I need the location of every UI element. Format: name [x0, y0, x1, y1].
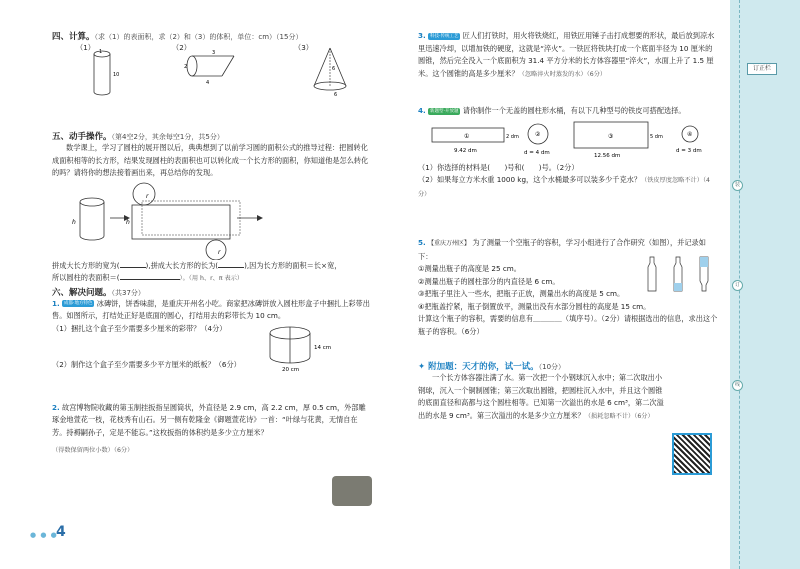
- question-1: 1. 成都·地方特色 冰磚饼，饼香味甜，是重庆开州名小吃。商家把冰磚饼放入圆柱形盒子中捆扎上彩带出售。如图所示，打结处正好是底面的圆心，打结用去的彩带长为 10 cm。: [52, 298, 370, 320]
- box-height-label: 14 cm: [314, 345, 332, 351]
- left-column: [52, 30, 370, 460]
- sheet-3-height: 5 dm: [650, 133, 663, 140]
- cut-diam-label: 2: [184, 64, 188, 70]
- cut-bottom-label: 4: [206, 80, 210, 86]
- bonus-text: 一个长方体容器注满了水。第一次把一个小钢球沉入水中；第二次取出小钢球，沉入一个铜制圆锥；第三次取出圆锥，把圆柱沉入水中，并且这个圆锥的底面直径和高都与这个圆柱相等。已知第一次溢出的水是 6 cm³，第二次溢出的水是 9 cm³。第三次溢出的水是多少立方厘米？（损耗忽略不计）（6分）: [418, 373, 664, 420]
- sheet-options-figure: [418, 120, 718, 160]
- cyl-radius-label: 1: [99, 49, 103, 55]
- q5-step-4: ④把瓶盖拧紧，瓶子倒置放平，测量出没有水部分圆柱的高度是 15 cm。: [418, 301, 651, 311]
- q5-step-2: ②测量出瓶子的圆柱部分的内直径是 6 cm。: [418, 276, 560, 286]
- q5-step-3: ③把瓶子里注入一些水，把瓶子正放，测量出水的高度是 5 cm。: [418, 289, 625, 298]
- cut-top-label: 3: [212, 50, 216, 56]
- section-four-heading: 四、计算。（求（1）的表面积，求（2）和（3）的体积，单位：cm）（15分）: [52, 32, 303, 42]
- q1-tag: 成都·地方特色: [64, 301, 93, 306]
- cyl-height-label: 10: [113, 72, 120, 78]
- bonus-star-icon: ✦: [418, 362, 426, 372]
- blank-surface-area[interactable]: [120, 279, 180, 280]
- correction-stamp: 订正栏: [747, 63, 777, 75]
- cylinder-unfold-figure: [52, 180, 372, 260]
- binding-hole-2: 订: [732, 280, 743, 291]
- q5-steps: [418, 263, 718, 288]
- cylinder-figure: [88, 48, 128, 100]
- sheet-2-diam: d = 4 dm: [524, 149, 550, 156]
- q4-tag: 新题型·开放题: [430, 108, 459, 114]
- section-five-paragraph: 数学课上，学习了圆柱的展开图以后，典典想到了以前学习圆的面积公式的推导过程：把圆转化成面积相等的长方形，结果发现圆柱的表面积也可以转化成一个长方形的面积，你知道他是怎么转化的吗？请将你的想法接着画出来，再总结你的发现。: [52, 143, 369, 177]
- bonus-heading: ✦ 附加题：天才的你，试一试。（10分）: [418, 362, 566, 372]
- sheet-1-width: 9.42 dm: [454, 147, 477, 154]
- question-4: 4. 新题型·开放题 请你制作一个无盖的圆柱形水桶，有以下几种型号的铁皮可搭配选择。: [418, 106, 686, 115]
- fill-line-2: 所以圆柱的表面积＝( ）。（用 h、r、π 表示）: [52, 273, 244, 282]
- q5-step-1: ①测量出瓶子的高度是 25 cm。: [418, 264, 521, 273]
- q5-tag: 【重庆万州区】: [428, 240, 471, 247]
- bottle-figure: [638, 255, 718, 295]
- sheet-1-label: ①: [464, 132, 470, 140]
- question-2: 2. 故宫博物院收藏的第玉制挂扳指呈圆筒状，外直径是 2.9 cm，高 2.2 cm，厚 0.5 cm，外部雕琢金地萱花一枝，花枝秀有山石。另一侧有乾隆金《御题萱花诗》一首：“叶绿与花黄，无情自在芳。持褥嗣孙子，定是不能忘。”这枚扳指的体积约是多少立方厘米？: [52, 402, 366, 437]
- cone-diam-label: 6: [334, 92, 338, 96]
- sheet-options: [418, 118, 718, 162]
- binding-hole-1: 装: [732, 180, 743, 191]
- qr-code-image[interactable]: [672, 433, 712, 475]
- bottom-r-label: r: [218, 248, 221, 256]
- sheet-4-diam: d = 3 dm: [676, 147, 702, 154]
- section-five-heading: 五、动手操作。（第4空2分，其余每空1分，共5分）: [52, 132, 224, 142]
- sheet-3-label: ③: [608, 132, 614, 140]
- jade-ring-image: [332, 476, 372, 506]
- question-2-note: （得数保留两位小数）（6分）: [52, 447, 134, 455]
- sheet-2-label: ②: [535, 130, 541, 138]
- section-six-heading: 六、解决问题。（共37分）: [52, 287, 145, 298]
- cut-cylinder-figure: [184, 48, 254, 88]
- question-3: 3. 科技·传统工艺 匠人们打铁时，用火将铁烧红，用铁匠用锤子击打成想要的形状，最后放到凉水里迅速冷却，以增加铁的硬度，这就是“淬火”。一铁匠将铁块打成一个底面半径为 10 厘米的圆锥，然后完全没入一个底面积为 31.4 平方分米的长方体容器里“淬火”，水面上升了 1.5 厘米。这个圆锥的高是多少厘米？（忽略淬火时蒸发的水）（6分）: [418, 31, 715, 78]
- footer-dots: ● ● ●: [30, 531, 58, 539]
- gift-box-figure: [260, 323, 340, 373]
- fill-line-1: 拼成大长方形的宽为( ),拼成大长方形的长为( ),因为长方形的面积＝长×宽，: [52, 260, 342, 270]
- unfold-diagram: [52, 180, 370, 260]
- page-number: 4: [56, 524, 66, 540]
- sheet-1-height: 2 dm: [506, 133, 519, 140]
- top-r-label: r: [146, 192, 149, 200]
- question-5: 5. 【重庆万州区】 为了测量一个空瓶子的容积，学习小组进行了合作研究（如图），并记录如下：: [418, 238, 706, 261]
- q3-tag: 科技·传统工艺: [430, 33, 459, 39]
- question-4-1: （1）你选择的材料是( )号和( )号。（2分）: [418, 162, 579, 172]
- question-4-2: （2）如果每立方米水重 1000 kg，这个水桶最多可以装多少千克水？（铁皮厚度忽略不计）（4分）: [418, 175, 710, 198]
- sheet-3-width: 12.56 dm: [594, 152, 621, 159]
- question-1-2: （2）制作这个盒子至少需要多少平方厘米的纸板？（6分）: [52, 360, 241, 369]
- blank-length[interactable]: [218, 267, 244, 268]
- binding-hole-3: 线: [732, 380, 743, 391]
- cone-height-label: 6: [332, 66, 336, 72]
- q5-ask: 计算这个瓶子的容积，需要的信息有＿＿＿＿（填序号）。（2分）请根据选出的信息，求出这个瓶子的容积。（6分）: [418, 314, 718, 336]
- blank-width[interactable]: [120, 267, 146, 268]
- question-1-1: （1）捆扎这个盒子至少需要多少厘米的彩带？（4分）: [52, 323, 227, 333]
- right-column: [418, 30, 718, 423]
- calc-figures: （1） （2） （3） 1 10 3 4 2 6 6: [52, 42, 370, 100]
- cone-figure: [308, 46, 358, 96]
- sheet-4-label: ④: [687, 130, 693, 138]
- cyl-h-label: h: [72, 218, 76, 226]
- box-diam-label: 20 cm: [282, 367, 300, 373]
- rect-h-label: h: [126, 218, 130, 226]
